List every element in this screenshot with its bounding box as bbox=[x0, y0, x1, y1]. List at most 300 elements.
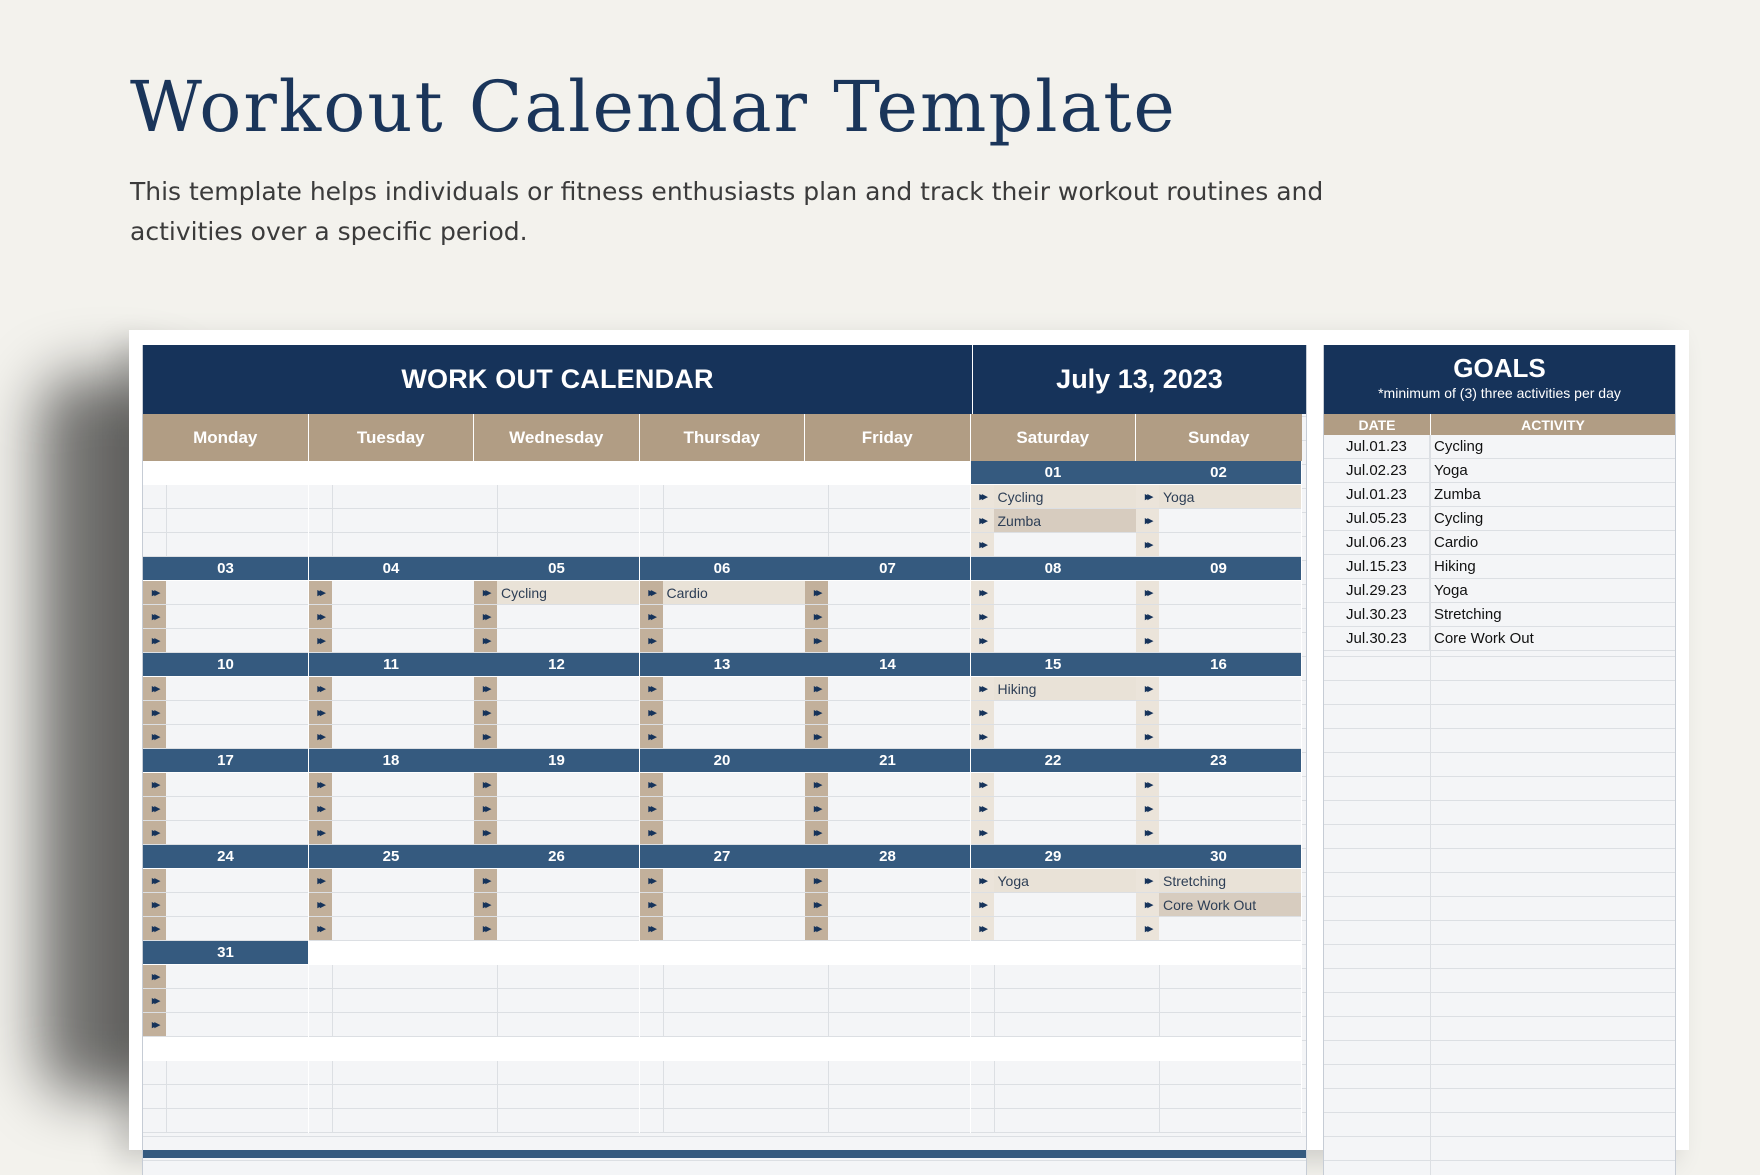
double-arrow-right-icon: ▸▸ bbox=[309, 581, 332, 604]
day-number: 14 bbox=[805, 653, 970, 677]
double-arrow-right-icon: ▸▸ bbox=[143, 1013, 166, 1036]
activity-slot[interactable] bbox=[640, 725, 805, 749]
double-arrow-right-icon: ▸▸ bbox=[1136, 509, 1159, 532]
calendar-day bbox=[971, 749, 1137, 845]
activity-slot[interactable] bbox=[805, 701, 970, 725]
double-arrow-right-icon bbox=[971, 1061, 995, 1084]
double-arrow-right-icon: ▸▸ bbox=[805, 701, 828, 724]
goal-row[interactable] bbox=[1324, 555, 1675, 579]
activity-slot[interactable] bbox=[474, 581, 639, 605]
day-number bbox=[640, 941, 805, 965]
calendar-day bbox=[1136, 845, 1302, 941]
activity-slot[interactable] bbox=[143, 797, 308, 821]
double-arrow-right-icon: ▸▸ bbox=[971, 701, 994, 724]
activity-slot[interactable] bbox=[309, 725, 474, 749]
activity-slot[interactable] bbox=[805, 797, 970, 821]
activity-slot[interactable] bbox=[143, 917, 308, 941]
activity-slot[interactable] bbox=[805, 773, 970, 797]
activity-slot[interactable] bbox=[474, 485, 639, 509]
day-number bbox=[805, 941, 970, 965]
activity-slot[interactable] bbox=[143, 485, 308, 509]
activity-slot[interactable] bbox=[805, 1109, 970, 1133]
activity-slot[interactable] bbox=[805, 893, 970, 917]
double-arrow-right-icon: ▸▸ bbox=[1136, 773, 1159, 796]
activity-slot[interactable] bbox=[143, 725, 308, 749]
calendar-title: WORK OUT CALENDAR bbox=[143, 345, 973, 414]
double-arrow-right-icon: ▸▸ bbox=[1136, 725, 1159, 748]
activity-slot[interactable] bbox=[1136, 509, 1301, 533]
goal-date: Jul.30.23 bbox=[1324, 627, 1430, 650]
activity-slot[interactable] bbox=[805, 581, 970, 605]
day-number: 20 bbox=[640, 749, 805, 773]
double-arrow-right-icon: ▸▸ bbox=[971, 725, 994, 748]
activity-slot[interactable] bbox=[143, 677, 308, 701]
activity-slot[interactable] bbox=[971, 965, 1136, 989]
activity-slot[interactable] bbox=[309, 1013, 474, 1037]
double-arrow-right-icon: ▸▸ bbox=[474, 797, 497, 820]
activity-slot[interactable] bbox=[640, 677, 805, 701]
activity-slot[interactable] bbox=[474, 677, 639, 701]
activity-slot[interactable] bbox=[640, 989, 805, 1013]
calendar-day bbox=[143, 653, 309, 749]
spreadsheet-sheet bbox=[129, 330, 1689, 1150]
double-arrow-right-icon bbox=[640, 1061, 664, 1084]
activity-slot[interactable] bbox=[1136, 1013, 1301, 1037]
calendar-day bbox=[640, 749, 806, 845]
activity-text: Cycling bbox=[501, 584, 547, 601]
calendar-day-empty bbox=[474, 461, 640, 557]
activity-slot[interactable] bbox=[143, 509, 308, 533]
goal-row[interactable] bbox=[1324, 603, 1675, 627]
activity-slot[interactable] bbox=[309, 677, 474, 701]
activity-slot[interactable] bbox=[309, 821, 474, 845]
goal-date: Jul.05.23 bbox=[1324, 507, 1430, 530]
activity-slot[interactable] bbox=[143, 581, 308, 605]
activity-slot[interactable] bbox=[1136, 533, 1301, 557]
goals-rows bbox=[1324, 435, 1675, 651]
activity-slot[interactable] bbox=[971, 533, 1136, 557]
day-number: 11 bbox=[309, 653, 474, 677]
activity-slot[interactable] bbox=[474, 509, 639, 533]
day-number bbox=[805, 1037, 970, 1061]
double-arrow-right-icon: ▸▸ bbox=[309, 701, 332, 724]
calendar-day-empty bbox=[1136, 941, 1302, 1037]
activity-slot[interactable] bbox=[1136, 677, 1301, 701]
goal-row[interactable] bbox=[1324, 627, 1675, 651]
activity-slot[interactable] bbox=[1136, 1085, 1301, 1109]
activity-slot[interactable] bbox=[640, 1109, 805, 1133]
activity-slot[interactable] bbox=[1136, 965, 1301, 989]
activity-slot[interactable] bbox=[309, 1109, 474, 1133]
activity-slot[interactable] bbox=[474, 989, 639, 1013]
activity-slot[interactable] bbox=[309, 869, 474, 893]
double-arrow-right-icon: ▸▸ bbox=[971, 869, 994, 892]
activity-slot[interactable] bbox=[1136, 605, 1301, 629]
activity-slot[interactable] bbox=[474, 773, 639, 797]
activity-slot[interactable] bbox=[474, 1085, 639, 1109]
double-arrow-right-icon bbox=[143, 1109, 167, 1132]
activity-slot[interactable] bbox=[474, 965, 639, 989]
activity-slot[interactable] bbox=[640, 917, 805, 941]
activity-slot[interactable] bbox=[805, 821, 970, 845]
goal-row[interactable] bbox=[1324, 483, 1675, 507]
activity-slot[interactable] bbox=[309, 989, 474, 1013]
activity-slot[interactable] bbox=[143, 533, 308, 557]
activity-slot[interactable] bbox=[805, 869, 970, 893]
activity-slot[interactable] bbox=[971, 629, 1136, 653]
double-arrow-right-icon bbox=[640, 1085, 664, 1108]
double-arrow-right-icon bbox=[309, 1061, 333, 1084]
double-arrow-right-icon bbox=[474, 509, 498, 532]
calendar-bottom-bar bbox=[143, 1150, 1306, 1158]
activity-slot[interactable] bbox=[474, 917, 639, 941]
activity-slot[interactable] bbox=[143, 605, 308, 629]
activity-slot[interactable] bbox=[971, 677, 1136, 701]
activity-slot[interactable] bbox=[143, 869, 308, 893]
activity-slot[interactable] bbox=[474, 605, 639, 629]
double-arrow-right-icon bbox=[971, 1109, 995, 1132]
double-arrow-right-icon: ▸▸ bbox=[971, 581, 994, 604]
activity-slot[interactable] bbox=[805, 485, 970, 509]
page-title: Workout Calendar Template bbox=[130, 66, 1177, 148]
double-arrow-right-icon bbox=[474, 533, 498, 556]
goal-date: Jul.30.23 bbox=[1324, 603, 1430, 626]
calendar-day-empty bbox=[1136, 1037, 1302, 1133]
activity-slot[interactable] bbox=[971, 605, 1136, 629]
activity-slot[interactable] bbox=[309, 581, 474, 605]
double-arrow-right-icon: ▸▸ bbox=[971, 797, 994, 820]
double-arrow-right-icon: ▸▸ bbox=[309, 677, 332, 700]
activity-slot[interactable] bbox=[474, 1061, 639, 1085]
double-arrow-right-icon: ▸▸ bbox=[309, 893, 332, 916]
calendar-day-empty bbox=[805, 461, 971, 557]
activity-text: Cycling bbox=[997, 488, 1044, 505]
activity-slot[interactable] bbox=[143, 893, 308, 917]
activity-slot[interactable] bbox=[805, 509, 970, 533]
activity-slot[interactable] bbox=[474, 893, 639, 917]
activity-slot[interactable] bbox=[640, 605, 805, 629]
day-number bbox=[971, 941, 1136, 965]
calendar-day-empty bbox=[143, 1037, 309, 1133]
double-arrow-right-icon bbox=[309, 1109, 333, 1132]
activity-slot[interactable] bbox=[640, 581, 805, 605]
activity-slot[interactable] bbox=[309, 1061, 474, 1085]
activity-text: Stretching bbox=[1163, 872, 1227, 889]
activity-slot[interactable] bbox=[1136, 1109, 1301, 1133]
activity-slot[interactable] bbox=[971, 989, 1136, 1013]
goal-activity: Core Work Out bbox=[1434, 630, 1534, 647]
activity-slot[interactable] bbox=[805, 725, 970, 749]
activity-slot[interactable] bbox=[143, 1013, 308, 1037]
activity-slot[interactable] bbox=[805, 677, 970, 701]
activity-slot[interactable] bbox=[474, 1109, 639, 1133]
dow-saturday: Saturday bbox=[971, 414, 1137, 461]
activity-slot[interactable] bbox=[640, 533, 805, 557]
activity-slot[interactable] bbox=[143, 821, 308, 845]
goal-date: Jul.02.23 bbox=[1324, 459, 1430, 482]
double-arrow-right-icon: ▸▸ bbox=[143, 869, 166, 892]
day-number bbox=[1136, 941, 1301, 965]
goal-row[interactable] bbox=[1324, 531, 1675, 555]
double-arrow-right-icon: ▸▸ bbox=[1136, 629, 1159, 652]
double-arrow-right-icon: ▸▸ bbox=[143, 629, 166, 652]
double-arrow-right-icon: ▸▸ bbox=[1136, 485, 1159, 508]
activity-slot[interactable] bbox=[474, 701, 639, 725]
activity-slot[interactable] bbox=[309, 917, 474, 941]
activity-slot[interactable] bbox=[474, 533, 639, 557]
double-arrow-right-icon: ▸▸ bbox=[805, 869, 828, 892]
calendar-date: July 13, 2023 bbox=[1056, 364, 1223, 394]
activity-slot[interactable] bbox=[474, 869, 639, 893]
days-of-week-row bbox=[143, 414, 1306, 461]
double-arrow-right-icon bbox=[805, 1085, 829, 1108]
activity-slot[interactable] bbox=[971, 581, 1136, 605]
activity-slot[interactable] bbox=[971, 797, 1136, 821]
activity-slot[interactable] bbox=[971, 1109, 1136, 1133]
activity-slot[interactable] bbox=[805, 629, 970, 653]
goal-activity: Zumba bbox=[1434, 486, 1481, 503]
activity-slot[interactable] bbox=[971, 773, 1136, 797]
goal-activity: Hiking bbox=[1434, 558, 1476, 575]
activity-slot[interactable] bbox=[474, 629, 639, 653]
double-arrow-right-icon: ▸▸ bbox=[1136, 797, 1159, 820]
activity-text: Core Work Out bbox=[1163, 896, 1257, 913]
activity-slot[interactable] bbox=[143, 1109, 308, 1133]
activity-slot[interactable] bbox=[309, 797, 474, 821]
activity-slot[interactable] bbox=[971, 1013, 1136, 1037]
goals-header bbox=[1324, 345, 1675, 414]
activity-slot[interactable] bbox=[805, 917, 970, 941]
double-arrow-right-icon bbox=[309, 965, 333, 988]
double-arrow-right-icon: ▸▸ bbox=[1136, 869, 1159, 892]
double-arrow-right-icon bbox=[971, 1013, 995, 1036]
double-arrow-right-icon bbox=[309, 1085, 333, 1108]
activity-slot[interactable] bbox=[474, 1013, 639, 1037]
goal-row[interactable] bbox=[1324, 507, 1675, 531]
calendar-day-empty bbox=[143, 461, 309, 557]
activity-slot[interactable] bbox=[1136, 989, 1301, 1013]
activity-slot[interactable] bbox=[640, 1013, 805, 1037]
activity-text: Yoga bbox=[1163, 488, 1195, 505]
goals-title: GOALS bbox=[1453, 353, 1546, 383]
activity-slot[interactable] bbox=[971, 821, 1136, 845]
activity-slot[interactable] bbox=[640, 509, 805, 533]
calendar-day-empty bbox=[640, 461, 806, 557]
double-arrow-right-icon bbox=[640, 989, 664, 1012]
activity-slot[interactable] bbox=[805, 989, 970, 1013]
activity-slot[interactable] bbox=[971, 509, 1136, 533]
activity-slot[interactable] bbox=[640, 869, 805, 893]
double-arrow-right-icon: ▸▸ bbox=[640, 893, 663, 916]
day-number: 12 bbox=[474, 653, 639, 677]
activity-slot[interactable] bbox=[1136, 821, 1301, 845]
double-arrow-right-icon: ▸▸ bbox=[1136, 893, 1159, 916]
activity-slot[interactable] bbox=[640, 701, 805, 725]
activity-slot[interactable] bbox=[971, 1085, 1136, 1109]
double-arrow-right-icon bbox=[1136, 1109, 1160, 1132]
activity-slot[interactable] bbox=[971, 485, 1136, 509]
activity-slot[interactable] bbox=[143, 965, 308, 989]
day-number: 01 bbox=[971, 461, 1136, 485]
goal-row[interactable] bbox=[1324, 579, 1675, 603]
day-number bbox=[143, 1037, 308, 1061]
double-arrow-right-icon: ▸▸ bbox=[143, 893, 166, 916]
activity-slot[interactable] bbox=[143, 989, 308, 1013]
activity-slot[interactable] bbox=[143, 701, 308, 725]
activity-slot[interactable] bbox=[1136, 629, 1301, 653]
activity-slot[interactable] bbox=[143, 1085, 308, 1109]
activity-slot[interactable] bbox=[1136, 773, 1301, 797]
double-arrow-right-icon bbox=[474, 1085, 498, 1108]
activity-slot[interactable] bbox=[309, 605, 474, 629]
double-arrow-right-icon bbox=[474, 485, 498, 508]
day-number: 27 bbox=[640, 845, 805, 869]
activity-slot[interactable] bbox=[640, 821, 805, 845]
calendar-day-empty bbox=[309, 461, 475, 557]
double-arrow-right-icon bbox=[805, 965, 829, 988]
activity-slot[interactable] bbox=[1136, 701, 1301, 725]
day-number: 13 bbox=[640, 653, 805, 677]
activity-slot[interactable] bbox=[1136, 893, 1301, 917]
activity-text: Yoga bbox=[997, 872, 1029, 889]
activity-slot[interactable] bbox=[971, 917, 1136, 941]
activity-slot[interactable] bbox=[971, 893, 1136, 917]
day-number: 05 bbox=[474, 557, 639, 581]
double-arrow-right-icon bbox=[1136, 989, 1160, 1012]
activity-slot[interactable] bbox=[1136, 1061, 1301, 1085]
day-number bbox=[640, 1037, 805, 1061]
activity-slot[interactable] bbox=[309, 893, 474, 917]
double-arrow-right-icon bbox=[971, 989, 995, 1012]
activity-slot[interactable] bbox=[1136, 485, 1301, 509]
double-arrow-right-icon bbox=[805, 509, 829, 532]
day-number: 06 bbox=[640, 557, 805, 581]
activity-slot[interactable] bbox=[805, 533, 970, 557]
activity-slot[interactable] bbox=[640, 773, 805, 797]
activity-slot[interactable] bbox=[640, 629, 805, 653]
double-arrow-right-icon bbox=[143, 1061, 167, 1084]
double-arrow-right-icon: ▸▸ bbox=[640, 773, 663, 796]
goal-row[interactable] bbox=[1324, 435, 1675, 459]
double-arrow-right-icon bbox=[805, 1109, 829, 1132]
activity-slot[interactable] bbox=[971, 725, 1136, 749]
activity-slot[interactable] bbox=[1136, 581, 1301, 605]
activity-slot[interactable] bbox=[309, 533, 474, 557]
double-arrow-right-icon: ▸▸ bbox=[474, 725, 497, 748]
calendar-week bbox=[143, 653, 1306, 749]
double-arrow-right-icon: ▸▸ bbox=[309, 917, 332, 940]
double-arrow-right-icon: ▸▸ bbox=[309, 797, 332, 820]
activity-slot[interactable] bbox=[971, 701, 1136, 725]
activity-slot[interactable] bbox=[309, 629, 474, 653]
activity-slot[interactable] bbox=[309, 701, 474, 725]
activity-slot[interactable] bbox=[309, 965, 474, 989]
activity-slot[interactable] bbox=[309, 509, 474, 533]
calendar-week bbox=[143, 941, 1306, 1037]
calendar-day bbox=[143, 845, 309, 941]
double-arrow-right-icon bbox=[309, 485, 333, 508]
calendar-day-empty bbox=[971, 1037, 1137, 1133]
activity-slot[interactable] bbox=[1136, 797, 1301, 821]
double-arrow-right-icon: ▸▸ bbox=[971, 773, 994, 796]
activity-slot[interactable] bbox=[309, 773, 474, 797]
activity-slot[interactable] bbox=[805, 1061, 970, 1085]
double-arrow-right-icon: ▸▸ bbox=[474, 629, 497, 652]
activity-slot[interactable] bbox=[640, 485, 805, 509]
day-number bbox=[309, 461, 474, 485]
activity-slot[interactable] bbox=[640, 797, 805, 821]
double-arrow-right-icon: ▸▸ bbox=[309, 869, 332, 892]
activity-text: Cardio bbox=[666, 584, 708, 601]
calendar-day bbox=[805, 749, 971, 845]
calendar-day bbox=[309, 749, 475, 845]
calendar-day bbox=[805, 845, 971, 941]
activity-slot[interactable] bbox=[640, 965, 805, 989]
goal-row[interactable] bbox=[1324, 459, 1675, 483]
day-number: 03 bbox=[143, 557, 308, 581]
calendar-day-empty bbox=[971, 941, 1137, 1037]
double-arrow-right-icon bbox=[474, 1061, 498, 1084]
double-arrow-right-icon bbox=[309, 989, 333, 1012]
double-arrow-right-icon: ▸▸ bbox=[640, 917, 663, 940]
double-arrow-right-icon: ▸▸ bbox=[143, 821, 166, 844]
page-description: This template helps individuals or fitness enthusiasts plan and track their workout routines and activities over a specific period. bbox=[130, 177, 1324, 246]
day-number bbox=[143, 461, 308, 485]
double-arrow-right-icon: ▸▸ bbox=[143, 581, 166, 604]
activity-slot[interactable] bbox=[309, 1085, 474, 1109]
activity-slot[interactable] bbox=[143, 773, 308, 797]
workout-calendar bbox=[142, 345, 1307, 1175]
activity-slot[interactable] bbox=[971, 1061, 1136, 1085]
double-arrow-right-icon: ▸▸ bbox=[805, 917, 828, 940]
activity-slot[interactable] bbox=[1136, 869, 1301, 893]
activity-slot[interactable] bbox=[805, 1013, 970, 1037]
activity-slot[interactable] bbox=[805, 1085, 970, 1109]
double-arrow-right-icon bbox=[1136, 1085, 1160, 1108]
activity-slot[interactable] bbox=[474, 821, 639, 845]
activity-slot[interactable] bbox=[1136, 725, 1301, 749]
activity-slot[interactable] bbox=[640, 1085, 805, 1109]
activity-slot[interactable] bbox=[1136, 917, 1301, 941]
double-arrow-right-icon: ▸▸ bbox=[474, 581, 497, 604]
calendar-header bbox=[143, 345, 1306, 414]
activity-slot[interactable] bbox=[143, 1061, 308, 1085]
calendar-day bbox=[474, 749, 640, 845]
calendar-day bbox=[474, 653, 640, 749]
activity-slot[interactable] bbox=[805, 605, 970, 629]
double-arrow-right-icon: ▸▸ bbox=[1136, 917, 1159, 940]
activity-slot[interactable] bbox=[640, 893, 805, 917]
activity-slot[interactable] bbox=[474, 797, 639, 821]
calendar-day bbox=[640, 845, 806, 941]
day-number: 26 bbox=[474, 845, 639, 869]
day-number: 18 bbox=[309, 749, 474, 773]
double-arrow-right-icon: ▸▸ bbox=[971, 821, 994, 844]
calendar-day bbox=[309, 845, 475, 941]
double-arrow-right-icon: ▸▸ bbox=[1136, 821, 1159, 844]
activity-slot[interactable] bbox=[805, 965, 970, 989]
double-arrow-right-icon bbox=[143, 1085, 167, 1108]
activity-text: Hiking bbox=[997, 680, 1037, 697]
activity-slot[interactable] bbox=[309, 485, 474, 509]
activity-slot[interactable] bbox=[474, 725, 639, 749]
activity-slot[interactable] bbox=[971, 869, 1136, 893]
activity-slot[interactable] bbox=[143, 629, 308, 653]
calendar-day bbox=[640, 653, 806, 749]
double-arrow-right-icon bbox=[971, 1085, 995, 1108]
activity-slot[interactable] bbox=[640, 1061, 805, 1085]
calendar-day bbox=[143, 749, 309, 845]
